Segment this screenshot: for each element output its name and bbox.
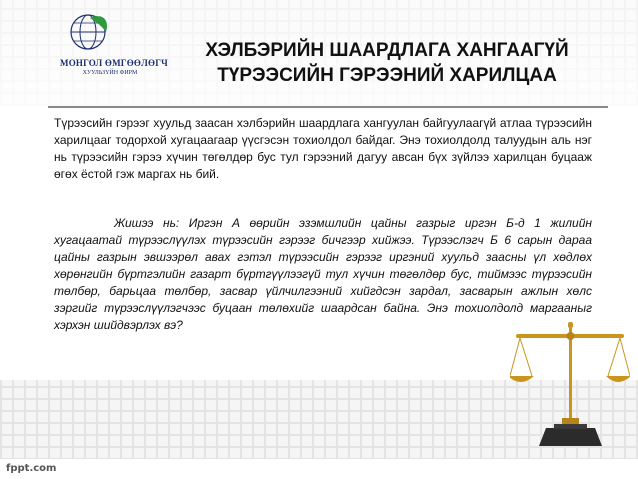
body-paragraph-1: Түрээсийн гэрээг хуульд заасан хэлбэрийн шаардлага хангуулан байгуулаагүй атлаа түрээсийн харилцааг тодорхой хугацаагаар үүсгэсэн тохиолдол байдаг. Энэ тохиолдолд талуудын аль нэг нь түрээсийн гэрээ хүчин төгөлдөр бус тул гэрээний дагуу авсан бүх зүйлээ харилцан буцааж өгөх ёстой гэж маргах нь бий. xyxy=(54,116,592,181)
slide-title xyxy=(162,38,612,88)
example-paragraph: Жишээ нь: Иргэн А өөрийн эзэмшлийн цайны газрыг иргэн Б-д 1 жилийн хугацаатай түрээслүүлэх түрээсийн гэрээг бичгээр хийжээ. Түрээслэгч Б 6 сарын дараа цайны газрын эвшээрөл авах гэтэл түрээсийн гэрээг иргэний хуульд заасны үл хөдлөх хөрөнгийн бүртгэлийн газарт бүртгүүлээгүй тул хүчин төгөлдөр бус, тиймээс түрээсийн төлбөр, барьцаа төлбөр, засвар үйлчилгээний хийгдсэн зардал, засварын ажлын хөлс зэргийг түрээслүүлэгчээс буцаан төлөхийг шаардсан байна. Энэ тохиолдолд маргааныг хэрхэн шийдвэрлэх вэ? xyxy=(54,216,592,332)
logo-subtitle: ХУУЛЬЗҮЙН ФИРМ xyxy=(82,70,138,76)
scales-of-justice-icon xyxy=(510,320,630,450)
slide-title-line-1: ХЭЛБЭРИЙН ШААРДЛАГА ХАНГААГҮЙ xyxy=(205,40,569,61)
footer-bar xyxy=(0,459,638,479)
logo-name: МОНГОЛ ӨМГӨӨЛӨГЧ xyxy=(60,58,168,68)
title-divider xyxy=(48,106,608,108)
globe-leaf-icon xyxy=(68,10,112,54)
slide-title-line-2: ТҮРЭЭСИЙН ГЭРЭЭНИЙ ХАРИЛЦАА xyxy=(217,65,557,86)
company-logo xyxy=(60,10,168,80)
watermark-text: fppt.com xyxy=(6,463,57,474)
